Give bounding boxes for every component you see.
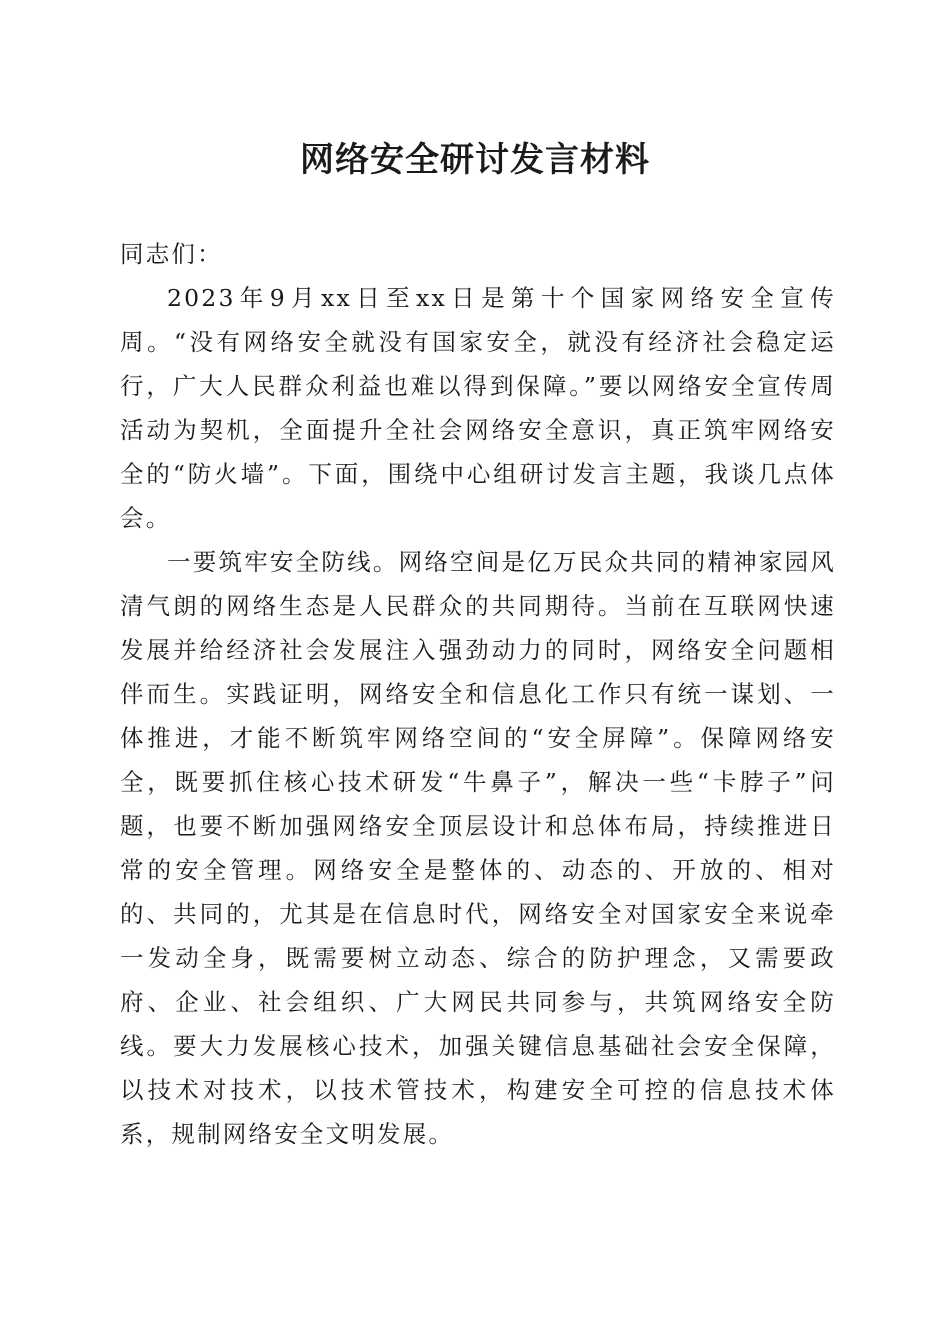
salutation: 同志们：: [120, 240, 223, 268]
paragraph-intro: 2023年9月xx日至xx日是第十个国家网络安全宣传周。“没有网络安全就没有国家安全，就没有经济社会稳定运行，广大人民群众利益也难以得到保障。”要以网络安全宣传周活动为契机，全面提升全社会网络安全意识，真正筑牢网络安全的“防火墙”。下面，围绕中心组研讨发言主题，我谈几点体会。: [120, 284, 836, 532]
paragraph-security-defense: 一要筑牢安全防线。网络空间是亿万民众共同的精神家园风清气朗的网络生态是人民群众的共同期待。当前在互联网快速发展并给经济社会发展注入强劲动力的同时，网络安全问题相伴而生。实践证明，网络安全和信息化工作只有统一谋划、一体推进，才能不断筑牢网络空间的“安全屏障”。保障网络安全，既要抓住核心技术研发“牛鼻子”，解决一些“卡脖子”问题，也要不断加强网络安全顶层设计和总体布局，持续推进日常的安全管理。网络安全是整体的、动态的、开放的、相对的、共同的，尤其是在信息时代，网络安全对国家安全来说牵一发动全身，既需要树立动态、综合的防护理念，又需要政府、企业、社会组织、广大网民共同参与，共筑网络安全防线。要大力发展核心技术，加强关键信息基础社会安全保障，以技术对技术，以技术管技术，构建安全可控的信息技术体系，规制网络安全文明发展。: [120, 548, 836, 1148]
document-body: [120, 232, 836, 1156]
page-title: 网络安全研讨发言材料: [300, 140, 650, 180]
